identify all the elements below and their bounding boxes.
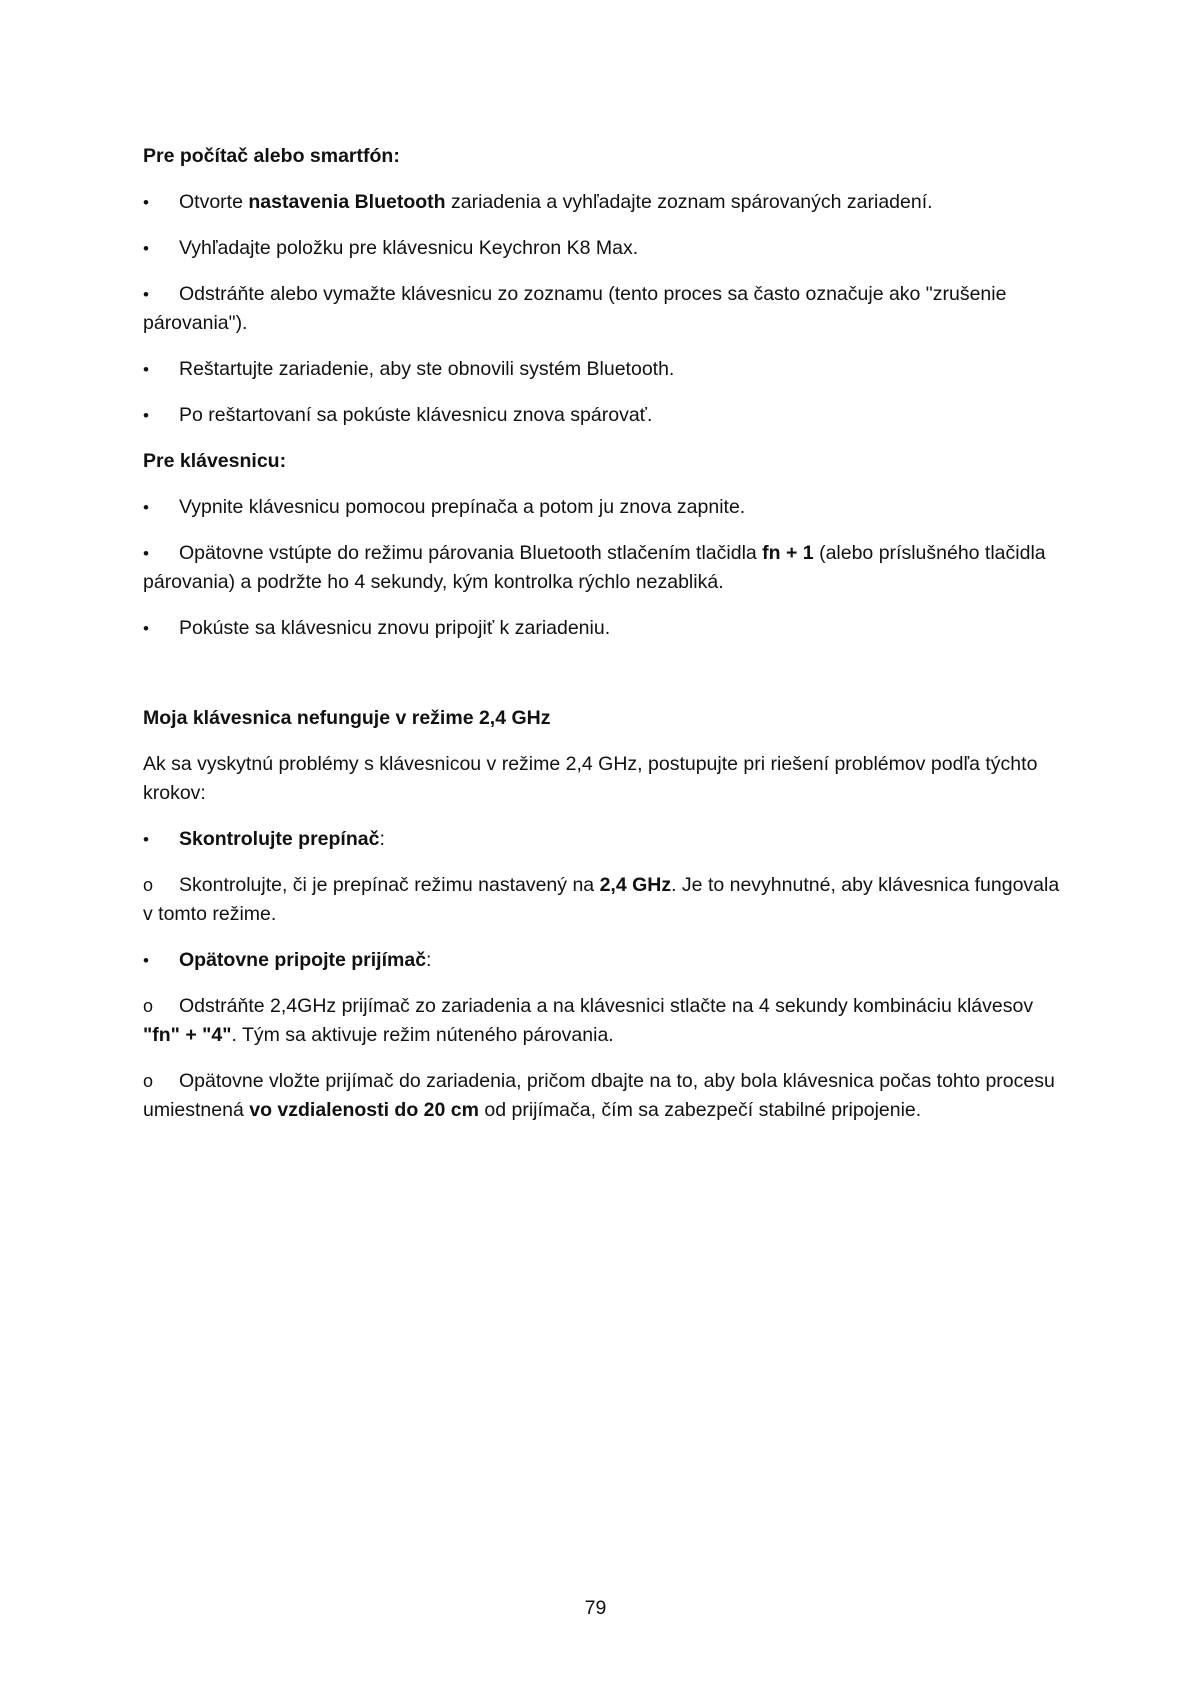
list-item-text: Otvorte [179, 191, 249, 213]
list-item-reconnect [143, 946, 1063, 975]
section-heading-keyboard: Pre klávesnicu: [143, 450, 287, 472]
page-number: 79 [584, 1597, 607, 1619]
list-item-text: od prijímača, čím sa zabezpečí stabilné pripojenie. [478, 1099, 922, 1121]
list-item [143, 401, 1063, 430]
list-item-bold: nastavenia Bluetooth [248, 191, 446, 213]
list-item-bold: vo vzdialenosti do 20 cm [249, 1099, 479, 1121]
list-item [143, 493, 1063, 522]
list-item [143, 280, 1063, 338]
sub-list-item [143, 1067, 1063, 1125]
list-item-text: : [379, 828, 385, 850]
list-item [143, 614, 1063, 643]
section-spacer [143, 660, 1063, 704]
list-item-text: Opätovne vstúpte do režimu párovania Bluetooth stlačením tlačidla [179, 542, 763, 564]
sub-list-item [143, 871, 1063, 929]
intro-paragraph: Ak sa vyskytnú problémy s klávesnicou v režime 2,4 GHz, postupujte pri riešení problémov podľa týchto krokov: [143, 753, 1038, 804]
list-item-check-switch [143, 825, 1063, 854]
bullet-marker: • [143, 406, 149, 425]
bullet-marker: • [143, 498, 149, 517]
list-item-text: Po reštartovaní sa pokúste klávesnicu znova spárovať. [179, 404, 653, 426]
bullet-marker: • [143, 951, 149, 970]
list-item-text: Reštartujte zariadenie, aby ste obnovili systém Bluetooth. [179, 358, 675, 380]
bullet-marker: • [143, 239, 149, 258]
list-item [143, 234, 1063, 263]
list-item-text: Vypnite klávesnicu pomocou prepínača a potom ju znova zapnite. [179, 496, 746, 518]
bullet-marker: • [143, 544, 149, 563]
list-item-text: . Tým sa aktivuje režim núteného párovania. [231, 1024, 614, 1046]
list-item-text: Skontrolujte, či je prepínač režimu nastavený na [179, 874, 600, 896]
list-item-bold: Opätovne pripojte prijímač [179, 949, 427, 971]
list-item-text: Pokúste sa klávesnicu znovu pripojiť k zariadeniu. [179, 617, 611, 639]
list-item-text: Vyhľadajte položku pre klávesnicu Keychron K8 Max. [179, 237, 639, 259]
list-item-bold: fn + 1 [762, 542, 814, 564]
list-item-text: (alebo príslušného tlačidla párovania) a podržte ho 4 sekundy, kým kontrolka rýchlo nezabliká. [143, 542, 1046, 593]
sub-marker: o [143, 996, 154, 1016]
list-item [143, 188, 1063, 217]
list-item-text: . Je to nevyhnutné, aby klávesnica fungovala v tomto režime. [143, 874, 1060, 925]
bullet-marker: • [143, 830, 149, 849]
list-item-text: Opätovne vložte prijímač do zariadenia, pričom dbajte na to, aby bola klávesnica počas tohto procesu umiestnená [143, 1070, 1055, 1121]
bullet-marker: • [143, 285, 149, 304]
bullet-marker: • [143, 193, 149, 212]
list-item-text: zariadenia a vyhľadajte zoznam spárovaných zariadení. [445, 191, 933, 213]
section-heading-24ghz: Moja klávesnica nefunguje v režime 2,4 GHz [143, 707, 551, 729]
list-item [143, 355, 1063, 384]
sub-marker: o [143, 875, 154, 895]
list-item-text: Odstráňte 2,4GHz prijímač zo zariadenia a na klávesnici stlačte na 4 sekundy kombináciu klávesov [179, 995, 1034, 1017]
page-content [143, 142, 1063, 1142]
bullet-marker: • [143, 360, 149, 379]
list-item-bold: 2,4 GHz [599, 874, 672, 896]
list-item-bold: Skontrolujte prepínač [179, 828, 380, 850]
section-heading-pc: Pre počítač alebo smartfón: [143, 145, 400, 167]
bullet-marker: • [143, 619, 149, 638]
list-item-bold: "fn" + "4" [143, 1024, 232, 1046]
sub-list-item [143, 992, 1063, 1050]
list-item [143, 539, 1063, 597]
sub-marker: o [143, 1071, 154, 1091]
list-item-text: : [426, 949, 432, 971]
list-item-text: Odstráňte alebo vymažte klávesnicu zo zoznamu (tento proces sa často označuje ako "zrušenie párovania"). [143, 283, 1007, 334]
